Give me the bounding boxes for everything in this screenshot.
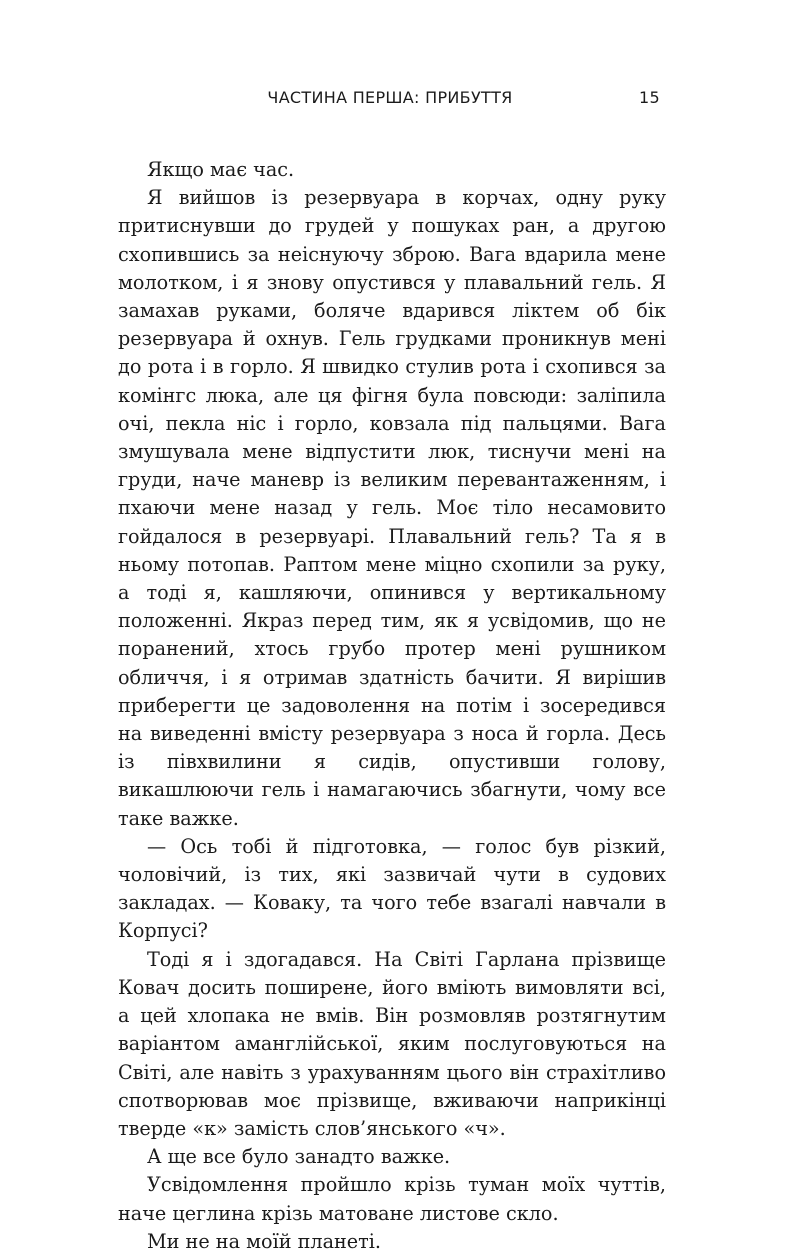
running-header [120, 88, 660, 112]
paragraph: Я вийшов із резервуара в корчах, одну руку притиснувши до грудей у пошуках ран, а другою схопившись за неіснуючу зброю. Вага вдарила мене молотком, і я знову опустився у плавальний гель. Я замахав руками, боляче вдарився ліктем об бік резервуара й охнув. Гель грудками проникнув мені до рота і в горло. Я швидко стулив рота і схопився за комінгс люка, але ця фігня була повсюди: заліпила очі, пекла ніс і горло, ковзала під пальцями. Вага змушувала мене відпустити люк, тиснучи мені на груди, наче маневр із великим перевантаженням, і пхаючи мене назад у гель. Моє тіло несамовито гойдалося в резервуарі. Плавальний гель? Та я в ньому потопав. Раптом мене міцно схопили за руку, а тоді я, кашляючи, опинився у вертикальному положенні. Якраз перед тим, як я усвідомив, що не поранений, хтось грубо протер мені рушником обличчя, і я отримав здатність бачити. Я вирішив приберегти це задоволення на потім і зосередився на виведенні вмісту резервуара з носа й горла. Десь із півхвилини я сидів, опустивши голову, викашлюючи гель і намагаючись збагнути, чому все таке важке. [118, 186, 666, 830]
running-title: ЧАСТИНА ПЕРША: ПРИБУТТЯ [267, 88, 513, 107]
paragraph: Тоді я і здогадався. На Світі Гарлана прізвище Ковач досить поширене, його вміють вимовляти всі, а цей хлопака не вмів. Він розмовляв розтягнутим варіантом аманглійської, яким послуговуються на Світі, але навіть з урахуванням цього він страхітливо спотворював моє прізвище, вживаючи наприкінці тверде «к» замість слов’янського «ч». [118, 947, 666, 1140]
paragraph: Ми не на моїй планеті. [147, 1229, 382, 1253]
paragraph: — Ось тобі й підготовка, — голос був різкий, чоловічий, із тих, які зазвичай чути в судових закладах. — Коваку, та чого тебе взагалі навчали в Корпусі? [118, 834, 666, 943]
paragraph: А ще все було занадто важке. [147, 1145, 451, 1169]
paragraph: Якщо має час. [147, 158, 295, 181]
body-text [118, 156, 666, 1256]
page-number: 15 [639, 88, 660, 107]
paragraph: Усвідомлення пройшло крізь туман моїх чуттів, наче цеглина крізь матоване листове скло. [118, 1173, 666, 1225]
